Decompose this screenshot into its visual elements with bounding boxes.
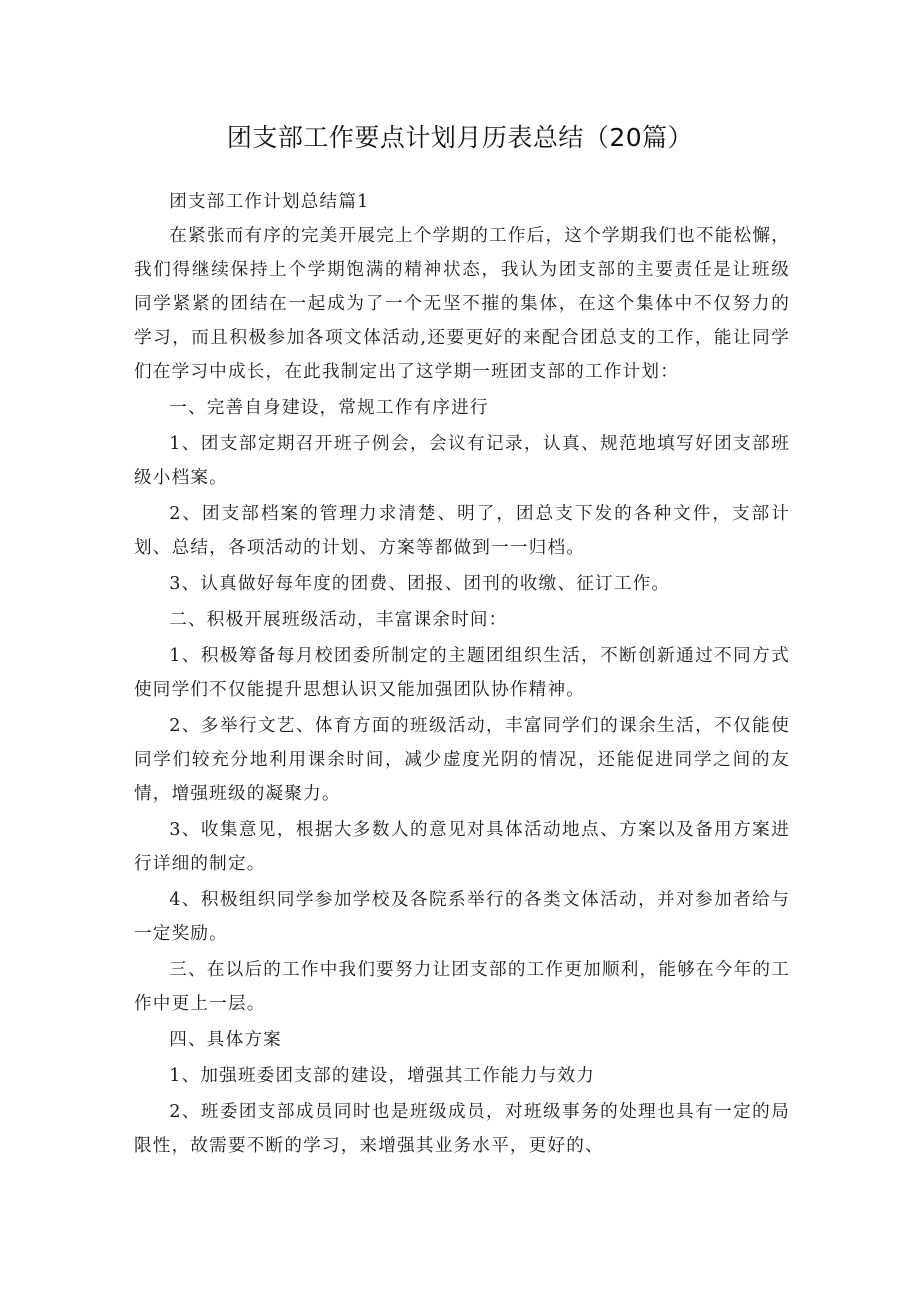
list-item: 2、班委团支部成员同时也是班级成员，对班级事务的处理也具有一定的局限性，故需要不断的学习，来增强其业务水平，更好的、: [134, 1102, 790, 1156]
section-heading: 二、积极开展班级活动，丰富课余时间：: [169, 610, 508, 630]
list-item: 1、积极筹备每月校团委所制定的主题团组织生活，不断创新通过不同方式使同学们不仅能提升思想认识又能加强团队协作精神。: [134, 646, 790, 700]
section-heading: 四、具体方案: [169, 1030, 282, 1050]
list-item: 3、收集意见，根据大多数人的意见对具体活动地点、方案以及备用方案进行详细的制定。: [134, 820, 790, 874]
list-item: 2、团支部档案的管理力求清楚、明了，团总支下发的各种文件，支部计划、总结，各项活动的计划、方案等都做到一一归档。: [134, 504, 790, 558]
list-item: 3、认真做好每年度的团费、团报、团刊的收缴、征订工作。: [169, 574, 671, 594]
list-item: 4、积极组织同学参加学校及各院系举行的各类文体活动，并对参加者给与一定奖励。: [134, 890, 790, 944]
section-heading: 一、完善自身建设，常规工作有序进行: [169, 398, 489, 418]
section-heading: 团支部工作计划总结篇1: [169, 192, 370, 212]
intro-paragraph: 在紧张而有序的完美开展完上个学期的工作后，这个学期我们也不能松懈，我们得继续保持上个学期饱满的精神状态，我认为团支部的主要责任是让班级同学紧紧的团结在一起成为了一个无坚不摧的集体，在这个集体中不仅努力的学习，而且积极参加各项文体活动,还要更好的来配合团总支的工作，能让同学们在学习中成长，在此我制定出了这学期一班团支部的工作计划：: [134, 226, 790, 382]
section-heading: 三、在以后的工作中我们要努力让团支部的工作更加顺利，能够在今年的工作中更上一层。: [134, 960, 790, 1014]
document-body: [134, 185, 790, 1163]
list-item: 1、团支部定期召开班子例会，会议有记录，认真、规范地填写好团支部班级小档案。: [134, 434, 790, 488]
list-item: 2、多举行文艺、体育方面的班级活动，丰富同学们的课余生活，不仅能使同学们较充分地利用课余时间，减少虚度光阴的情况，还能促进同学之间的友情，增强班级的凝聚力。: [134, 716, 790, 804]
document-title: 团支部工作要点计划月历表总结（20篇）: [226, 123, 694, 152]
list-item: 1、加强班委团支部的建设，增强其工作能力与效力: [169, 1066, 596, 1086]
